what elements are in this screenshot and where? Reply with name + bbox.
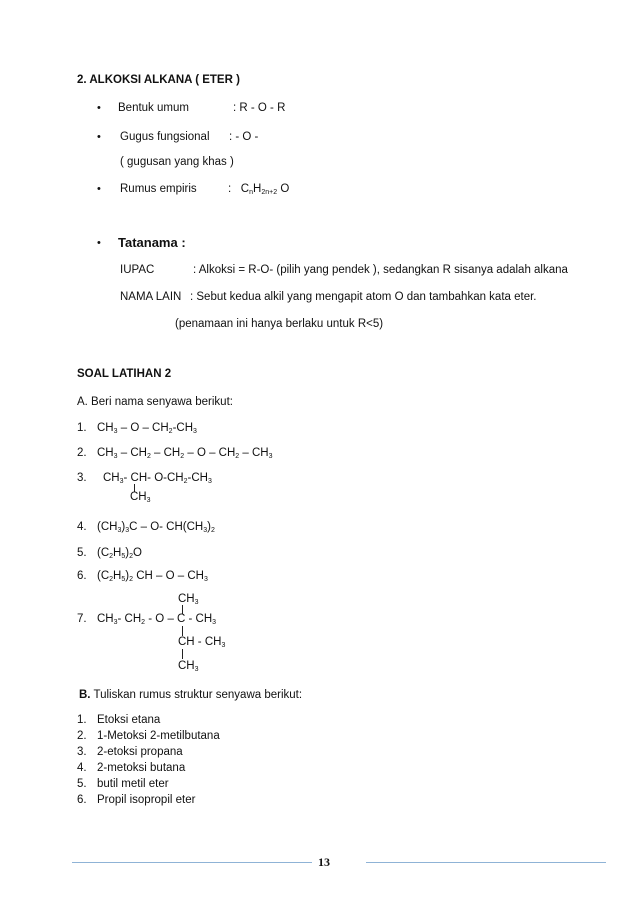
iupac-label: IUPAC — [120, 264, 155, 276]
question-number: 5. — [77, 547, 87, 559]
list-item: 2-etoksi propana — [97, 746, 183, 758]
page-number: 13 — [318, 855, 330, 869]
question-number: 6. — [77, 570, 87, 582]
gugus-fungsional-label: Gugus fungsional — [120, 131, 210, 143]
bullet-marker: • — [97, 237, 101, 249]
list-item-number: 1. — [77, 714, 87, 726]
formula-q3-branch: $CH_3$ — [130, 491, 151, 504]
list-item: 2-metoksi butana — [97, 762, 186, 774]
question-number: 3. — [77, 472, 87, 484]
list-item: Propil isopropil eter — [97, 794, 196, 806]
question-number: 2. — [77, 447, 87, 459]
list-item-number: 3. — [77, 746, 87, 758]
list-item: 1-Metoksi 2-metilbutana — [97, 730, 220, 742]
bentuk-umum-label: Bentuk umum — [118, 102, 189, 114]
formula-q7-bottom: $CH_3$ — [178, 660, 199, 673]
gugus-note: ( gugusan yang khas ) — [120, 156, 234, 168]
formula-q1: $CH_3$ – O – $CH_2-CH_3$ — [97, 422, 197, 435]
bond-line — [182, 626, 183, 636]
question-number: 1. — [77, 422, 87, 434]
bullet-marker: • — [97, 131, 101, 143]
list-item: butil metil eter — [97, 778, 169, 790]
formula-q7-top: $CH_3$ — [178, 593, 199, 606]
tatanama-title: Tatanama : — [118, 235, 186, 250]
list-item: Etoksi etana — [97, 714, 161, 726]
footer-rule-left — [72, 862, 312, 863]
section-title: 2. ALKOKSI ALKANA ( ETER ) — [77, 74, 240, 86]
rumus-empiris-label: Rumus empiris — [120, 183, 197, 195]
rumus-empiris-formula: : $C_nH_{2n+2}$ O — [228, 183, 290, 196]
formula-q6: $(C_2H_5)_2$ CH – O – $CH_3$ — [97, 570, 208, 583]
soal-title: SOAL LATIHAN 2 — [77, 368, 172, 380]
list-item-number: 5. — [77, 778, 87, 790]
formula-q4: $(CH_3)_3C - O-$ $CH(CH_3)_2$ — [97, 521, 215, 534]
formula-q7-main: $CH_3-$ $CH_2$ - O – C - $CH_3$ — [97, 613, 217, 626]
part-a-instruction: A. Beri nama senyawa berikut: — [77, 396, 233, 408]
part-b-instruction: B. Tuliskan rumus struktur senyawa berikut: — [79, 689, 303, 701]
list-item-number: 4. — [77, 762, 87, 774]
list-item-number: 6. — [77, 794, 87, 806]
formula-q3: $CH_3-$ CH- $O-CH_2-CH_3$ — [103, 472, 212, 485]
bentuk-umum-value: : R - O - R — [233, 102, 286, 114]
list-item-number: 2. — [77, 730, 87, 742]
formula-q5: $(C_2H_5)_2O$ — [97, 547, 142, 560]
nama-lain-label: NAMA LAIN — [120, 291, 182, 303]
tatanama-note: (penamaan ini hanya berlaku untuk R<5) — [175, 318, 384, 330]
iupac-value: : Alkoksi = R-O- (pilih yang pendek ), sedangkan R sisanya adalah alkana — [193, 264, 568, 276]
bond-line — [182, 649, 183, 659]
footer-rule-right — [366, 862, 606, 863]
formula-q7-mid: CH - $CH_3$ — [178, 636, 226, 649]
question-number: 4. — [77, 521, 87, 533]
formula-q2: $CH_3 - CH_2 - CH_2$ – O – $CH_2 - CH_3$ — [97, 447, 273, 460]
bullet-marker: • — [97, 102, 101, 114]
question-number: 7. — [77, 613, 87, 625]
nama-lain-value: : Sebut kedua alkil yang mengapit atom O dan tambahkan kata eter. — [190, 291, 537, 303]
gugus-fungsional-value: : - O - — [229, 131, 259, 143]
bullet-marker: • — [97, 183, 101, 195]
